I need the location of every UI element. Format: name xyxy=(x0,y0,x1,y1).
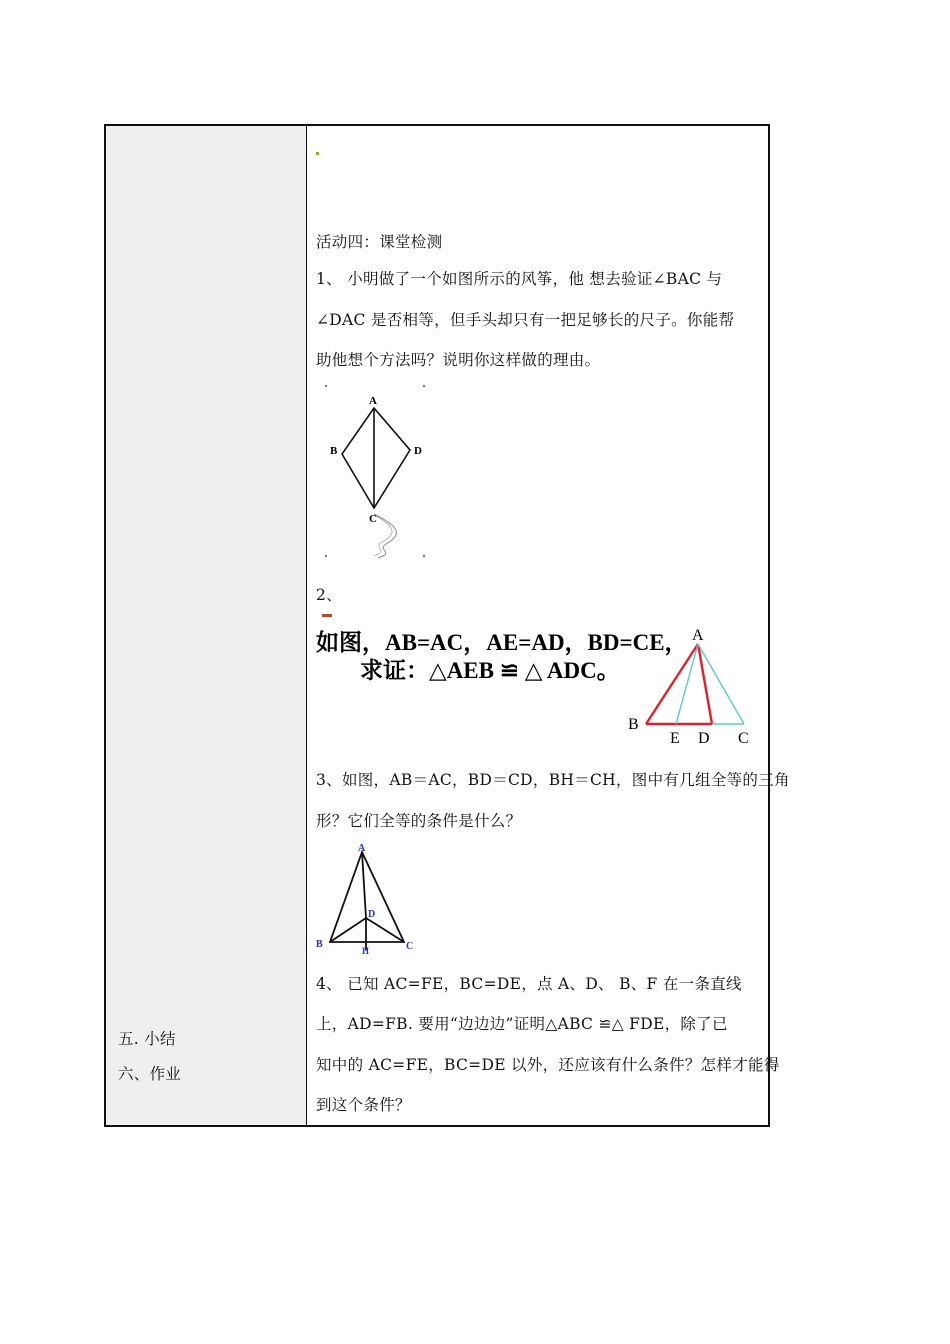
q4-line4: 到这个条件？ xyxy=(316,1096,411,1114)
marker-red xyxy=(322,614,332,617)
q1-line3: 助他想个方法吗？说明你这样做的理由。 xyxy=(316,351,601,369)
q3-label-h: H xyxy=(362,946,370,954)
homework-label: 六、作业 xyxy=(118,1065,182,1083)
q2-number: 2、 xyxy=(316,586,342,604)
q2-label-b: B xyxy=(628,716,639,733)
q4-line2: 上，AD=FB. 要用“边边边”证明△ABC ≌△ FDE，除了已 xyxy=(316,1015,728,1033)
q3-label-a: A xyxy=(358,843,366,854)
right-column xyxy=(308,126,790,1125)
q2-label-c: C xyxy=(738,730,749,746)
q1-line2: ∠DAC 是否相等，但手头却只有一把足够长的尺子。你能帮 xyxy=(316,311,735,329)
kite-label-b: B xyxy=(330,445,338,457)
left-column xyxy=(106,126,307,1125)
q3-line1: 3、如图，AB＝AC，BD＝CD，BH＝CH，图中有几组全等的三角 xyxy=(316,771,790,789)
q2-label-e: E xyxy=(670,730,680,746)
q2-triangle-figure xyxy=(624,624,772,746)
kite-outline xyxy=(342,408,410,508)
kite-label-c: C xyxy=(369,513,377,525)
marker-dot xyxy=(316,152,319,155)
q3-label-b: B xyxy=(316,939,323,950)
q2-line2: 求证：△AEB ≌ △ ADC。 xyxy=(360,658,620,683)
kite-label-a: A xyxy=(369,395,377,407)
summary-label: 五. 小结 xyxy=(118,1030,176,1048)
q1-line1: 1、 小明做了一个如图所示的风筝，他 想去验证∠BAC 与 xyxy=(316,270,723,288)
q3-label-d: D xyxy=(368,909,376,920)
kite-figure xyxy=(312,376,432,562)
q3-triangle-figure xyxy=(314,838,420,954)
activity-heading: 活动四：课堂检测 xyxy=(316,233,443,251)
q3-label-c: C xyxy=(406,941,414,952)
q2-label-d: D xyxy=(698,730,710,746)
q4-line1: 4、 已知 AC=FE，BC=DE，点 A、D、 B、F 在一条直线 xyxy=(316,975,742,993)
q3-line2: 形？它们全等的条件是什么？ xyxy=(316,812,522,830)
q2-line1: 如图，AB=AC，AE=AD，BD=CE， xyxy=(316,630,688,655)
q2-label-a: A xyxy=(692,627,704,644)
lesson-table xyxy=(104,124,790,1127)
kite-tail xyxy=(374,514,396,558)
kite-label-d: D xyxy=(414,445,422,457)
q4-line3: 知中的 AC=FE，BC=DE 以外，还应该有什么条件？怎样才能得 xyxy=(316,1056,780,1074)
